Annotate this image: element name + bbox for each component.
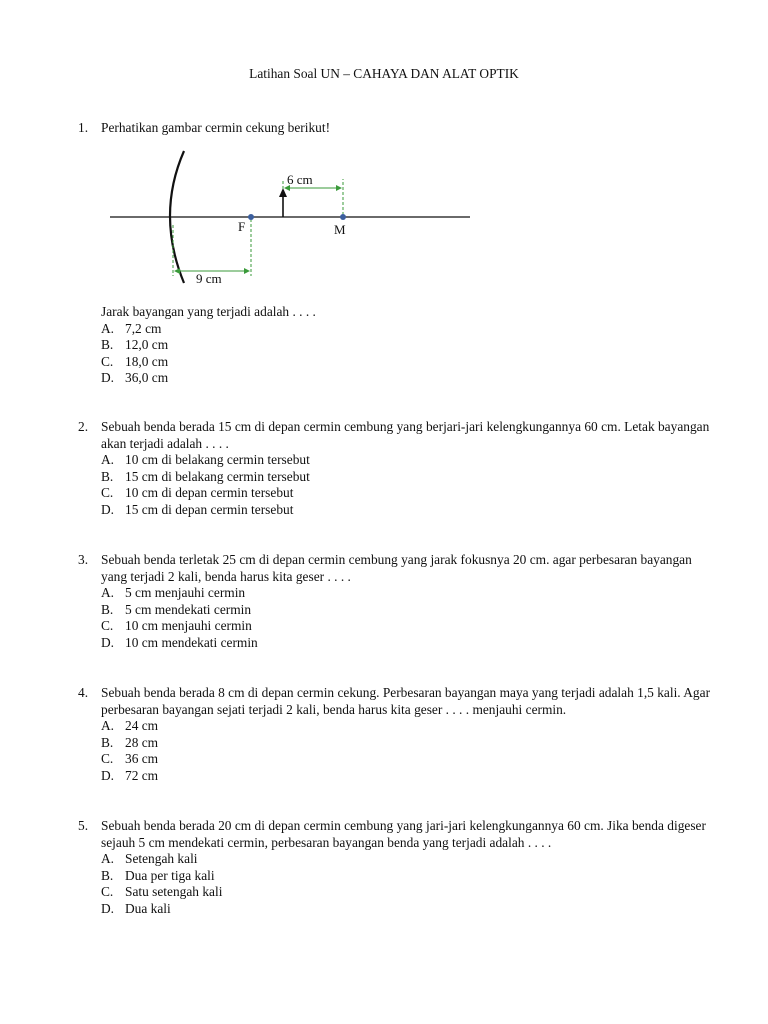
option-text: 18,0 cm (125, 353, 169, 369)
dim-bottom-arrow-left (174, 268, 180, 274)
option-b (101, 735, 718, 752)
option-c (101, 618, 718, 635)
option-letter: C. (101, 618, 114, 634)
option-letter: B. (101, 468, 114, 484)
option-a (101, 718, 718, 735)
option-text: Satu setengah kali (125, 884, 223, 900)
question-2 (78, 419, 718, 519)
page-title: Latihan Soal UN – CAHAYA DAN ALAT OPTIK (249, 66, 519, 81)
option-text: 36,0 cm (125, 370, 169, 386)
option-c (101, 751, 718, 768)
focus-point (248, 214, 254, 220)
dim-bottom-arrow-right (244, 268, 250, 274)
question-text: Perhatikan gambar cermin cekung berikut! (101, 120, 331, 135)
option-letter: B. (101, 867, 114, 883)
option-a (101, 851, 718, 868)
option-a (101, 452, 718, 469)
option-letter: C. (101, 353, 114, 369)
option-text: 36 cm (125, 751, 159, 767)
option-letter: A. (101, 452, 115, 468)
option-text: Dua per tiga kali (125, 867, 215, 883)
option-list (101, 321, 718, 387)
question-1 (78, 120, 718, 137)
option-letter: B. (101, 734, 114, 750)
option-text: 28 cm (125, 734, 159, 750)
question-5 (78, 818, 718, 918)
option-d (101, 502, 718, 519)
option-b (101, 337, 718, 354)
option-text: 15 cm di belakang cermin tersebut (125, 468, 310, 484)
option-letter: D. (101, 767, 115, 783)
question-3 (78, 552, 718, 652)
option-letter: A. (101, 320, 115, 336)
option-letter: D. (101, 634, 115, 650)
question-text: Sebuah benda berada 15 cm di depan cermin cembung yang berjari-jari kelengkungannya 60 cm. Letak bayangan akan terjadi adalah . . . . (101, 419, 710, 451)
option-a (101, 585, 718, 602)
option-text: 10 cm di depan cermin tersebut (125, 485, 294, 501)
option-d (101, 635, 718, 652)
question-1-answers (78, 304, 718, 387)
question-number: 3. (78, 552, 89, 567)
option-text: 15 cm di depan cermin tersebut (125, 501, 294, 517)
question-number: 5. (78, 818, 89, 833)
question-number: 1. (78, 120, 89, 135)
option-list (101, 851, 718, 917)
option-d (101, 370, 718, 387)
question-text: Sebuah benda berada 8 cm di depan cermin cekung. Perbesaran bayangan maya yang terjadi adalah 1,5 kali. Agar perbesaran bayangan sejati terjadi 2 kali, benda harus kita geser . . . . menjauhi cermin. (101, 685, 711, 717)
option-a (101, 321, 718, 338)
option-letter: A. (101, 585, 115, 601)
option-text: 72 cm (125, 767, 159, 783)
question-text: Sebuah benda terletak 25 cm di depan cermin cembung yang jarak fokusnya 20 cm. agar perbesaran bayangan yang terjadi 2 kali, benda harus kita geser . . . . (101, 552, 692, 584)
object-arrow-head (279, 188, 287, 197)
option-d (101, 901, 718, 918)
concave-mirror-diagram (100, 145, 480, 295)
option-letter: C. (101, 485, 114, 501)
option-text: 10 cm mendekati cermin (125, 634, 258, 650)
option-c (101, 485, 718, 502)
question-number: 4. (78, 685, 89, 700)
option-text: 7,2 cm (125, 320, 162, 336)
option-letter: B. (101, 601, 114, 617)
option-text: 10 cm menjauhi cermin (125, 618, 252, 634)
option-letter: B. (101, 337, 114, 353)
question-4 (78, 685, 718, 785)
option-list (101, 718, 718, 784)
option-letter: D. (101, 501, 115, 517)
distance-top-label: 6 cm (287, 172, 313, 187)
option-list (101, 585, 718, 651)
option-b (101, 868, 718, 885)
focus-label: F (238, 219, 246, 234)
option-letter: D. (101, 370, 115, 386)
option-c (101, 884, 718, 901)
option-letter: A. (101, 851, 115, 867)
option-b (101, 602, 718, 619)
option-text: 10 cm di belakang cermin tersebut (125, 452, 310, 468)
option-letter: A. (101, 718, 115, 734)
option-c (101, 354, 718, 371)
option-text: Dua kali (125, 900, 171, 916)
option-d (101, 768, 718, 785)
option-letter: C. (101, 751, 114, 767)
center-point (340, 214, 346, 220)
option-b (101, 469, 718, 486)
dim-top-arrow-right (336, 185, 342, 191)
option-text: 5 cm mendekati cermin (125, 601, 252, 617)
question-number: 2. (78, 419, 89, 434)
option-text: Setengah kali (125, 851, 198, 867)
option-text: 5 cm menjauhi cermin (125, 585, 246, 601)
option-text: 12,0 cm (125, 337, 169, 353)
distance-bottom-label: 9 cm (196, 271, 222, 286)
center-label: M (334, 222, 346, 237)
option-list (101, 452, 718, 518)
question-prompt: Jarak bayangan yang terjadi adalah . . . . (101, 304, 316, 319)
option-letter: D. (101, 900, 115, 916)
option-text: 24 cm (125, 718, 159, 734)
question-text: Sebuah benda berada 20 cm di depan cermin cembung yang jari-jari kelengkungannya 60 cm. Jika benda digeser sejauh 5 cm mendekati cermin, perbesaran bayangan benda yang terjadi adalah . . . . (101, 818, 706, 850)
option-letter: C. (101, 884, 114, 900)
